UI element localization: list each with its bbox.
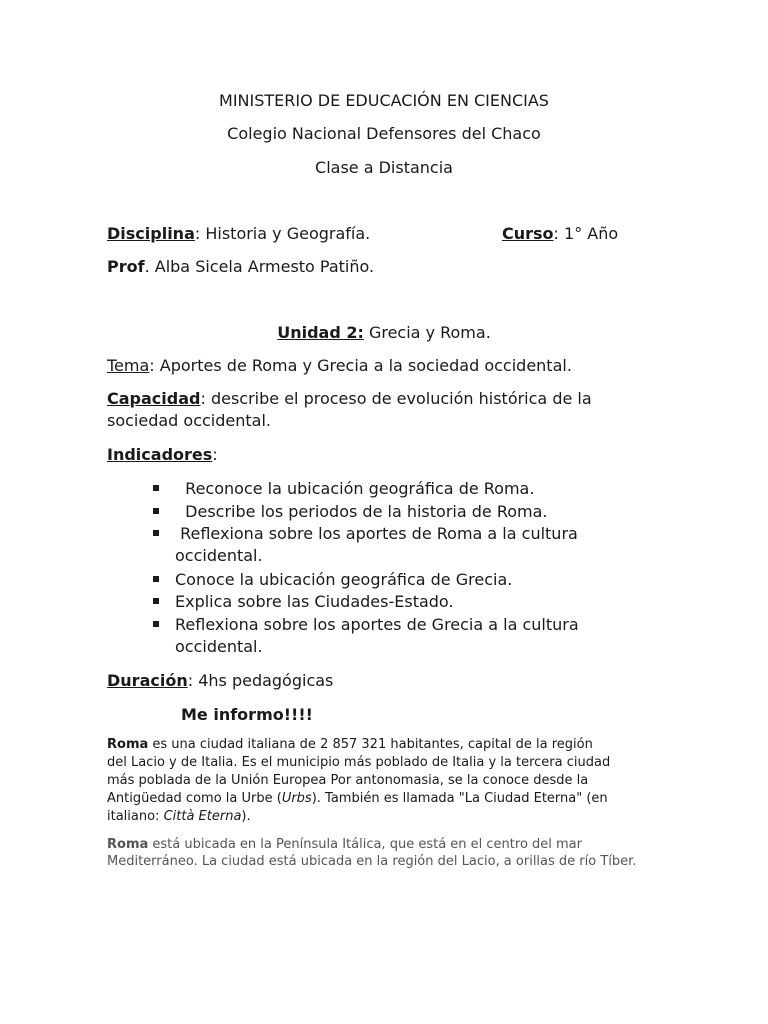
- indicador-item-continuation: occidental.: [175, 546, 263, 565]
- header-school: Colegio Nacional Defensores del Chaco: [227, 124, 541, 143]
- paragraph-line: [107, 808, 251, 826]
- indicadores-colon: :: [212, 445, 218, 464]
- paragraph-line: [107, 836, 582, 854]
- indicador-item: Reflexiona sobre los aportes de Grecia a la cultura: [175, 615, 579, 634]
- prof-line: [107, 256, 374, 278]
- disciplina-label: Disciplina: [107, 224, 195, 243]
- roma-bold: Roma: [107, 837, 149, 852]
- bullet-marker: [153, 621, 159, 627]
- bullet-marker: [153, 530, 159, 536]
- paragraph-line: Mediterráneo. La ciudad está ubicada en la región del Lacio, a orillas de río Tíber.: [107, 854, 637, 869]
- paragraph-text: está ubicada en la Península Itálica, que está en el centro del mar: [148, 837, 582, 852]
- bullet-marker: [153, 485, 159, 491]
- capacidad-label: Capacidad: [107, 389, 201, 408]
- duracion-value: : 4hs pedagógicas: [187, 671, 334, 690]
- disciplina-line: [107, 223, 370, 245]
- paragraph-line: [107, 736, 593, 754]
- paragraph-text: Antigüedad como la Urbe (: [107, 791, 282, 806]
- duracion-line: [107, 670, 333, 692]
- paragraph-line: más poblada de la Unión Europea Por antonomasia, se la conoce desde la: [107, 773, 589, 788]
- curso-line: [502, 223, 618, 245]
- paragraph-text: es una ciudad italiana de 2 857 321 habitantes, capital de la región: [148, 737, 593, 752]
- curso-label: Curso: [502, 224, 554, 243]
- unidad-value: Grecia y Roma.: [363, 323, 491, 342]
- paragraph-text: italiano:: [107, 809, 164, 824]
- indicador-item: Describe los periodos de la historia de Roma.: [175, 502, 548, 521]
- unidad-label: Unidad 2:: [277, 323, 364, 342]
- indicador-item: Conoce la ubicación geográfica de Grecia.: [175, 570, 513, 589]
- indicador-item-continuation: occidental.: [175, 637, 263, 656]
- prof-value: . Alba Sicela Armesto Patiño.: [144, 257, 375, 276]
- bullet-marker: [153, 576, 159, 582]
- capacidad-continuation: sociedad occidental.: [107, 411, 271, 430]
- capacidad-value: : describe el proceso de evolución histórica de la: [200, 389, 592, 408]
- indicador-item: Reconoce la ubicación geográfica de Roma.: [175, 479, 535, 498]
- paragraph-text: ).: [241, 809, 251, 824]
- tema-label: Tema: [107, 356, 150, 375]
- indicadores-heading: [107, 444, 218, 466]
- header-ministry: MINISTERIO DE EDUCACIÓN EN CIENCIAS: [219, 91, 549, 110]
- paragraph-text: ). También es llamada "La Ciudad Eterna" (en: [311, 791, 608, 806]
- me-informo-heading: Me informo!!!!: [181, 705, 313, 724]
- bullet-marker: [153, 598, 159, 604]
- duracion-label: Duración: [107, 671, 188, 690]
- bullet-marker: [153, 508, 159, 514]
- indicador-item: Reflexiona sobre los aportes de Roma a la cultura: [175, 524, 578, 543]
- tema-value: : Aportes de Roma y Grecia a la sociedad occidental.: [149, 356, 572, 375]
- header-class-type: Clase a Distancia: [315, 158, 453, 177]
- indicadores-label: Indicadores: [107, 445, 213, 464]
- urbs-italic: Urbs: [281, 791, 312, 806]
- unidad-line: [0, 322, 768, 344]
- citta-eterna-italic: Città Eterna: [163, 809, 242, 824]
- indicador-item: Explica sobre las Ciudades-Estado.: [175, 592, 454, 611]
- disciplina-value: : Historia y Geografía.: [194, 224, 371, 243]
- paragraph-line: [107, 790, 608, 808]
- tema-line: [107, 355, 572, 377]
- curso-value: : 1° Año: [553, 224, 619, 243]
- capacidad-line: [107, 388, 592, 410]
- roma-bold: Roma: [107, 737, 149, 752]
- prof-label: Prof: [107, 257, 145, 276]
- paragraph-line: del Lacio y de Italia. Es el municipio más poblado de Italia y la tercera ciudad: [107, 755, 611, 770]
